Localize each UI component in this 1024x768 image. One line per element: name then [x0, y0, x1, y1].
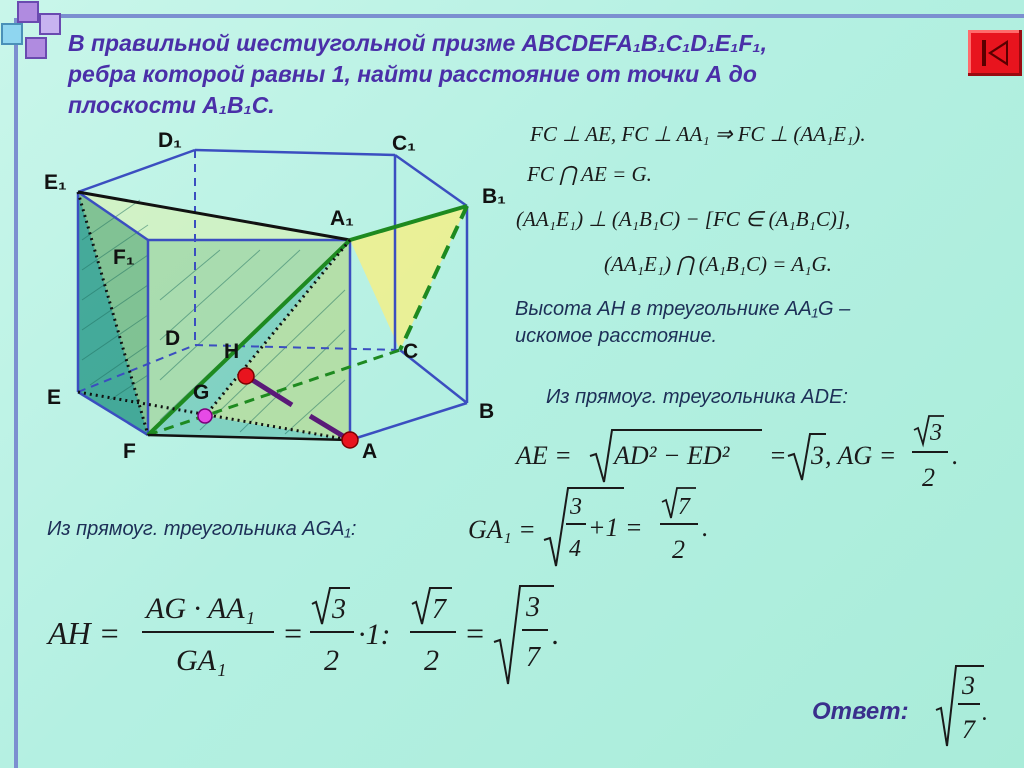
- ga-num: 3: [570, 494, 582, 520]
- height-text: [515, 296, 850, 350]
- ah-b-num: 7: [432, 594, 446, 625]
- point-g: [198, 409, 212, 423]
- ga-left: GA₁ =: [468, 515, 536, 544]
- derivation-line-1: FC ⊥ AE, FC ⊥ AA₁ ⇒ FC ⊥ (AA₁E₁).: [530, 122, 866, 146]
- point-h: [238, 368, 254, 384]
- ga-rden: 2: [672, 535, 685, 564]
- derivation-line-3: (AA₁E₁) ⊥ (A₁B₁C) − [FC ∈ (A₁B₁C)],: [516, 207, 851, 231]
- ah-dot: .: [552, 618, 560, 651]
- label-e1: E₁: [44, 171, 67, 194]
- ah-eq1: =: [282, 615, 304, 651]
- label-h: H: [224, 340, 240, 363]
- ah-left: AH =: [48, 615, 121, 651]
- ah-num: AG · AA₁: [146, 592, 256, 625]
- ah-formula: [44, 580, 584, 690]
- title-line-1: В правильной шестиугольной призме ABCDEFA₁B₁C₁D₁E₁F₁,: [68, 30, 768, 56]
- answer-den: 7: [962, 715, 975, 744]
- ah-eq2: =: [464, 615, 486, 651]
- answer-num: 3: [962, 671, 975, 700]
- aga-text: Из прямоуг. треугольника AGA₁:: [47, 518, 357, 540]
- height-text-line-1: Высота АН в треугольнике АА₁G –: [515, 298, 851, 320]
- ga-plus: +1 =: [588, 513, 643, 542]
- label-f1: F₁: [113, 246, 135, 269]
- answer-formula: [934, 662, 1014, 752]
- label-a1: A₁: [330, 207, 354, 230]
- label-e: E: [47, 386, 62, 409]
- ade-text: Из прямоуг. треугольника ADE:: [546, 386, 848, 408]
- ga-formula: [464, 482, 724, 572]
- ae-root3: 3: [811, 441, 824, 470]
- label-a: A: [362, 440, 378, 463]
- ah-a-num: 3: [332, 594, 346, 625]
- label-b: B: [479, 400, 495, 423]
- ga-dot: .: [702, 513, 709, 542]
- ah-a-den: 2: [324, 644, 339, 677]
- label-c1: C₁: [392, 132, 416, 155]
- ga-rnum: 7: [678, 494, 690, 520]
- point-a: [342, 432, 358, 448]
- ag-left: , AG =: [825, 441, 897, 470]
- ah-c-den: 7: [526, 642, 540, 673]
- label-d1: D₁: [158, 129, 182, 152]
- ag-den: 2: [922, 463, 935, 492]
- label-d: D: [165, 327, 181, 350]
- title-line-3: плоскости A₁B₁C.: [68, 92, 275, 118]
- ah-b-den: 2: [424, 644, 439, 677]
- label-c: C: [403, 340, 419, 363]
- derivation-line-4: (AA₁E₁) ⋂ (A₁B₁C) = A₁G.: [604, 252, 832, 276]
- ah-den: GA₁: [176, 644, 227, 677]
- ae-eq: =: [769, 441, 787, 470]
- label-b1: B₁: [482, 185, 506, 208]
- derivation-line-2: FC ⋂ AE = G.: [527, 162, 652, 186]
- title-line-2: ребра которой равны 1, найти расстояние от точки А до: [68, 61, 757, 87]
- height-text-line-2: искомое расстояние.: [515, 325, 718, 347]
- ae-radicand: AD² − ED²: [614, 441, 730, 470]
- answer-label: Ответ:: [812, 698, 909, 725]
- ag-dot: .: [952, 441, 959, 470]
- label-f: F: [123, 440, 136, 463]
- ga-den: 4: [569, 536, 581, 562]
- ah-mid: ·1:: [358, 618, 391, 651]
- ah-c-num: 3: [526, 592, 540, 623]
- label-g: G: [193, 381, 210, 404]
- answer-dot: .: [982, 700, 988, 726]
- ae-left: AE =: [516, 441, 572, 470]
- ag-num: 3: [930, 420, 942, 446]
